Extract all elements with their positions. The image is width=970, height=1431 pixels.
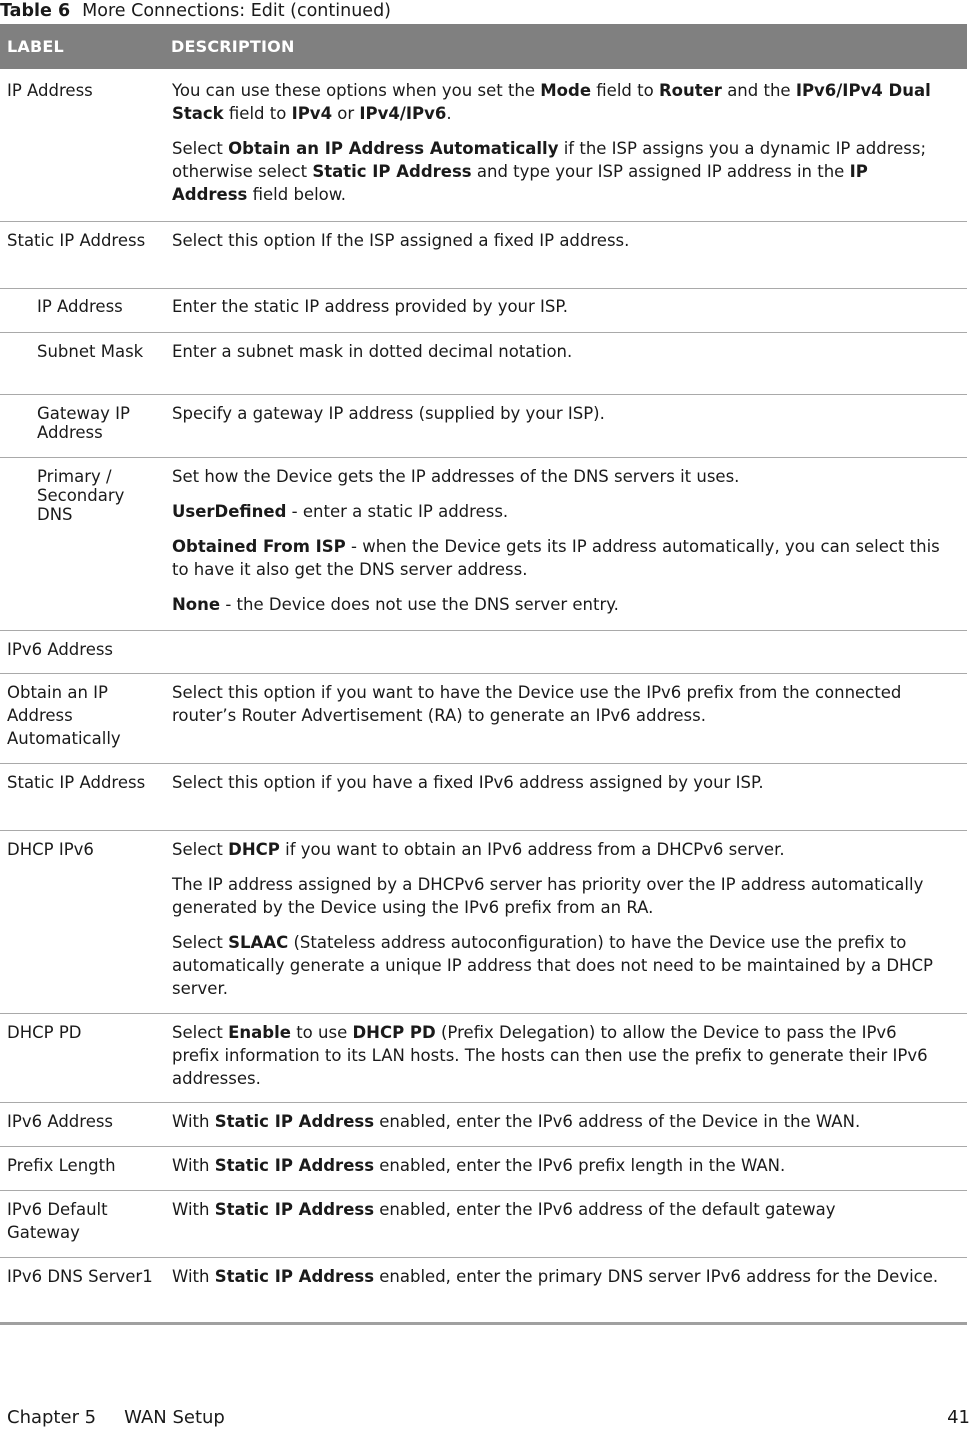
description-paragraph [172, 137, 947, 206]
row-label: Prefix Length [0, 1146, 164, 1190]
table-row [0, 1190, 967, 1257]
description-text: - when the Device gets its IP address automatically, you can select this to have it also get the DNS server address. [172, 536, 940, 579]
row-label: IP Address [0, 69, 164, 221]
description-text: field to [223, 104, 292, 123]
description-text: - the Device does not use the DNS server entry. [220, 594, 619, 614]
emphasized-term: IPv6/IPv4 Dual Stack [172, 81, 931, 123]
description-text: Select this option if you have a fixed IPv6 address assigned by your ISP. [172, 772, 764, 792]
description-text: With [172, 1111, 215, 1131]
emphasized-term: IPv4/IPv6 [359, 104, 447, 123]
row-description [164, 332, 967, 394]
emphasized-term: Static IP Address [214, 1111, 375, 1131]
row-description [164, 1013, 967, 1102]
table-title: More Connections: Edit (continued) [82, 1, 392, 21]
table-row [0, 630, 967, 673]
emphasized-term: None [172, 594, 221, 614]
row-description [164, 830, 967, 1013]
row-label: IPv6 Address [0, 1102, 164, 1146]
emphasized-term: IP Address [172, 162, 868, 204]
emphasized-term: DHCP [228, 839, 280, 859]
row-label: DHCP IPv6 [0, 830, 164, 1013]
description-text: With [172, 1199, 215, 1219]
table-row [0, 1102, 967, 1146]
chapter-number: Chapter 5 [7, 1407, 97, 1428]
row-label: DHCP PD [0, 1013, 164, 1102]
description-paragraph [172, 593, 947, 616]
row-label: IPv6 Address [0, 630, 164, 673]
description-paragraph [172, 681, 947, 727]
description-text: if the ISP assigns you a dynamic IP address; otherwise select [172, 139, 927, 181]
row-description [164, 288, 967, 332]
description-paragraph [172, 838, 947, 861]
emphasized-term: Static IP Address [214, 1266, 375, 1286]
label-column-header: LABEL [0, 24, 164, 69]
table-row [0, 221, 967, 288]
table-row [0, 830, 967, 1013]
description-text: and the [721, 81, 796, 100]
description-paragraph [172, 771, 947, 794]
row-label: IPv6 Default Gateway [0, 1190, 164, 1257]
description-paragraph [172, 873, 947, 919]
row-description [164, 673, 967, 763]
row-description [164, 457, 967, 630]
description-text: Select [172, 839, 229, 859]
description-text: With [172, 1155, 215, 1175]
emphasized-term: SLAAC [228, 932, 289, 952]
description-text: The IP address assigned by a DHCPv6 server has priority over the IP address automatically generated by the Device using the IPv6 prefix from an RA. [172, 874, 924, 917]
row-label: Primary / Secondary DNS [0, 457, 164, 630]
emphasized-term: Static IP Address [214, 1199, 375, 1219]
table-caption [0, 0, 391, 24]
description-paragraph [172, 295, 947, 318]
table-row [0, 763, 967, 830]
description-paragraph [172, 1198, 947, 1221]
description-text: You can use these options when you set the [172, 81, 541, 100]
emphasized-term: Enable [228, 1022, 291, 1042]
description-text: enabled, enter the IPv6 prefix length in the WAN. [374, 1155, 786, 1175]
emphasized-term: Static IP Address [214, 1155, 375, 1175]
row-label: Static IP Address [0, 763, 164, 830]
emphasized-term: Obtained From ISP [172, 536, 346, 556]
description-text: Set how the Device gets the IP addresses of the DNS servers it uses. [172, 466, 740, 486]
row-label: Subnet Mask [0, 332, 164, 394]
description-text: With [172, 1266, 215, 1286]
chapter-title: WAN Setup [124, 1407, 225, 1428]
description-text: Select this option if you want to have the Device use the IPv6 prefix from the connected router’s Router Advertisement (RA) to generate an IPv6 address. [172, 682, 902, 725]
description-text: Specify a gateway IP address (supplied by your ISP). [172, 403, 605, 423]
row-description [164, 1102, 967, 1146]
emphasized-term: UserDefined [172, 501, 287, 521]
connections-table [0, 24, 967, 1325]
page-footer [7, 1405, 970, 1431]
description-paragraph [172, 1154, 947, 1177]
row-description [164, 1146, 967, 1190]
description-text: Select this option If the ISP assigned a fixed IP address. [172, 230, 630, 250]
description-text: Enter the static IP address provided by your ISP. [172, 296, 569, 316]
table-body [0, 69, 967, 1323]
row-description [164, 630, 967, 673]
description-paragraph [172, 931, 947, 1000]
description-text: field below. [247, 185, 346, 204]
description-paragraph [172, 79, 947, 125]
emphasized-term: Static IP Address [312, 162, 472, 181]
table-row [0, 1146, 967, 1190]
row-description [164, 763, 967, 830]
row-description [164, 69, 967, 221]
description-column-header: DESCRIPTION [164, 24, 967, 69]
description-paragraph [172, 535, 947, 581]
table-row [0, 1257, 967, 1323]
description-text: field to [591, 81, 659, 100]
description-text: (Stateless address autoconfiguration) to have the Device use the prefix to automatically generate a unique IP address that does not need to be maintained by a DHCP server. [172, 932, 933, 998]
description-text: enabled, enter the IPv6 address of the default gateway [374, 1199, 836, 1219]
description-paragraph [172, 229, 947, 252]
table-row [0, 394, 967, 457]
description-text: Select [172, 139, 229, 158]
description-text: or [332, 104, 360, 123]
row-description [164, 394, 967, 457]
description-text: . [446, 104, 452, 123]
description-paragraph [172, 402, 947, 425]
description-text: - enter a static IP address. [286, 501, 509, 521]
description-text: (Prefix Delegation) to allow the Device to pass the IPv6 prefix information to its LAN hosts. The hosts can then use the prefix to generate their IPv6 addresses. [172, 1022, 928, 1088]
emphasized-term: DHCP PD [352, 1022, 436, 1042]
emphasized-term: Router [658, 81, 722, 100]
emphasized-term: Obtain an IP Address Automatically [228, 139, 559, 158]
table-number: Table 6 [0, 1, 71, 21]
description-paragraph [172, 1265, 947, 1288]
page-number: 41 [947, 1407, 970, 1428]
table-row [0, 457, 967, 630]
emphasized-term: IPv4 [291, 104, 333, 123]
description-text: if you want to obtain an IPv6 address from a DHCPv6 server. [279, 839, 785, 859]
description-paragraph [172, 1110, 947, 1133]
table-row [0, 1013, 967, 1102]
table-row [0, 288, 967, 332]
description-text: Select [172, 932, 229, 952]
row-label: Gateway IP Address [0, 394, 164, 457]
description-text: Enter a subnet mask in dotted decimal notation. [172, 341, 573, 361]
description-text: and type your ISP assigned IP address in the [471, 162, 850, 181]
description-paragraph [172, 340, 947, 363]
table-row [0, 69, 967, 221]
table-row [0, 673, 967, 763]
description-paragraph [172, 465, 947, 488]
description-text: Select [172, 1022, 229, 1042]
row-description [164, 221, 967, 288]
description-text: enabled, enter the primary DNS server IPv6 address for the Device. [374, 1266, 939, 1286]
table-header-row [0, 24, 967, 69]
emphasized-term: Mode [540, 81, 592, 100]
description-text: to use [290, 1022, 353, 1042]
row-label: IP Address [0, 288, 164, 332]
row-label: IPv6 DNS Server1 [0, 1257, 164, 1323]
description-text: enabled, enter the IPv6 address of the Device in the WAN. [374, 1111, 861, 1131]
table-row [0, 332, 967, 394]
row-label: Static IP Address [0, 221, 164, 288]
row-description [164, 1257, 967, 1323]
description-paragraph [172, 1021, 947, 1090]
row-label: Obtain an IP Address Automatically [0, 673, 164, 763]
row-description [164, 1190, 967, 1257]
description-paragraph [172, 500, 947, 523]
